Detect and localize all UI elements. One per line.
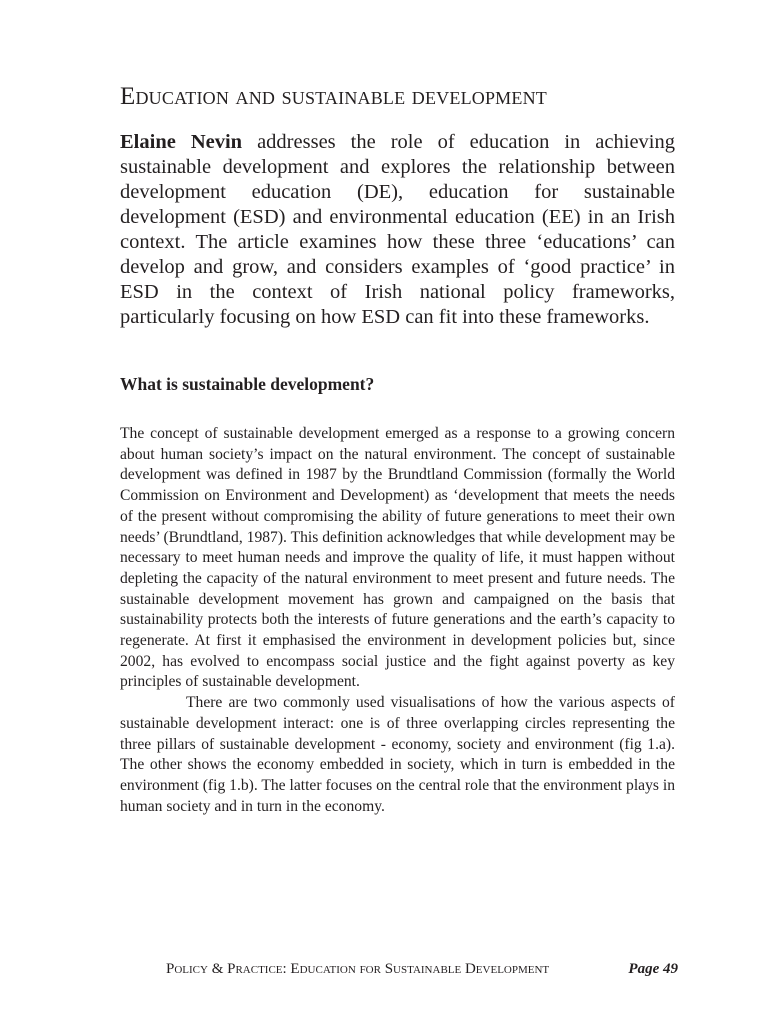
page-number: Page 49: [628, 961, 678, 977]
body-paragraph: There are two commonly used visualisations of how the various aspects of sustainable development interact: one is of three overlapping circles representing the three pillars of sustainable development - economy, society and environment (fig 1.a). The other shows the economy embedded in society, which in turn is embedded in the environment (fig 1.b). The latter focuses on the central role that the environment plays in human society and in turn in the economy.: [120, 694, 675, 815]
body-paragraph: The concept of sustainable development emerged as a response to a growing concern about human society’s impact on the natural environment. The concept of sustainable development was defined in 1987 by the Brundtland Commission (formally the World Commission on Environment and Development) as ‘development that meets the needs of the present without compromising the ability of future generations to meet their own needs’ (Brundtland, 1987). This definition acknowledges that while development may be necessary to meet human needs and improve the quality of life, it must happen without depleting the capacity of the natural environment to meet present and future needs. The sustainable development movement has grown and campaigned on the basis that sustainability protects both the interests of future generations and the earth’s capacity to regenerate. At first it emphasised the environment in development policies but, since 2002, has evolved to encompass social justice and the fight against poverty as key principles of sustainable development.: [120, 425, 675, 691]
intro-text: addresses the role of education in achieving sustainable development and explores the relationship between development education (DE), education for sustainable development (ESD) and environmental education (EE) in an Irish context. The article examines how these three ‘educations’ can develop and grow, and considers examples of ‘good practice’ in ESD in the context of Irish national policy frameworks, particularly focusing on how ESD can fit into these frameworks.: [120, 131, 675, 328]
footer-journal-title: Policy & Practice: Education for Sustainable Development: [166, 961, 550, 977]
page-footer: [166, 957, 678, 981]
section-heading: What is sustainable development?: [120, 374, 375, 394]
article-title: Education and sustainable development: [120, 83, 547, 110]
section-body: [120, 424, 675, 817]
author-name: Elaine Nevin: [120, 131, 243, 153]
article-intro: [120, 130, 675, 330]
